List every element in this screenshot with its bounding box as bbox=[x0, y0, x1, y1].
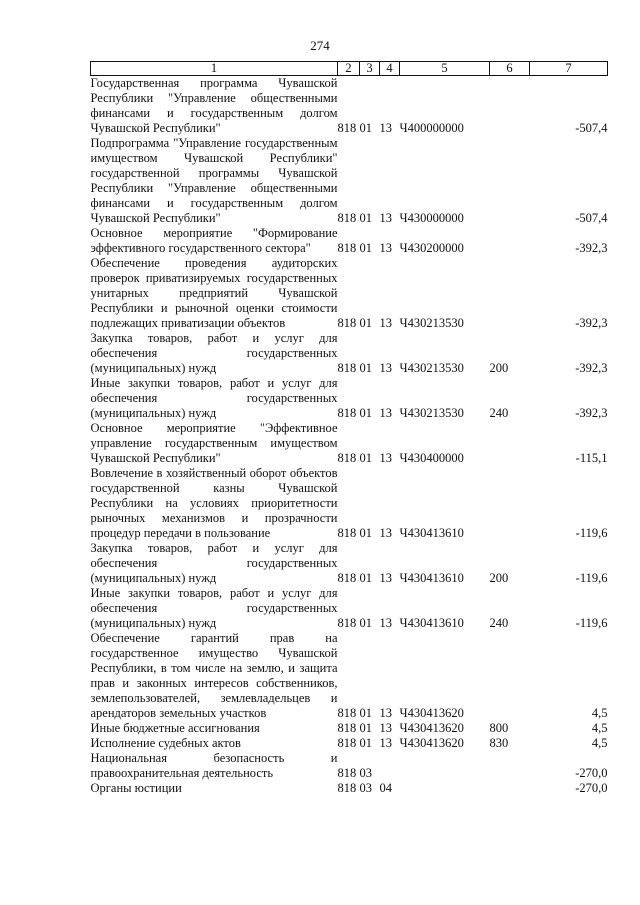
row-name: Иные закупки товаров, работ и услуг для обеспечения государственных (муниципальных) нужд bbox=[90, 586, 338, 630]
row-expense-type bbox=[490, 136, 530, 226]
row-ministry-code: 818 bbox=[337, 781, 357, 795]
row-amount: -119,6 bbox=[575, 571, 608, 585]
table-header-row bbox=[91, 62, 608, 76]
row-subsection-code: 13 bbox=[379, 406, 392, 420]
row-subsection-code: 13 bbox=[379, 616, 392, 630]
row-amount: 4,5 bbox=[591, 736, 608, 750]
table-row bbox=[91, 736, 608, 751]
column-header-5: 5 bbox=[400, 62, 490, 76]
row-amount: -270,0 bbox=[575, 781, 608, 795]
table-row bbox=[91, 331, 608, 376]
row-name: Обеспечение гарантий прав на государственное имущество Чувашской Республики, в том числе на землю, и защита прав и законных интересов собственников, землепользователей, землевладельцев и арендаторов земельных участков bbox=[90, 631, 338, 720]
row-target-article: Ч430413610 bbox=[399, 526, 464, 540]
row-section-code: 01 bbox=[359, 241, 372, 255]
budget-table bbox=[90, 61, 608, 796]
table-row bbox=[91, 136, 608, 226]
row-section-code: 01 bbox=[359, 121, 372, 135]
row-subsection-code bbox=[380, 751, 400, 781]
column-header-3: 3 bbox=[360, 62, 380, 76]
page-number: 274 bbox=[310, 38, 330, 53]
row-amount: 4,5 bbox=[591, 706, 608, 720]
row-section-code: 01 bbox=[359, 616, 372, 630]
row-expense-type: 200 bbox=[489, 361, 509, 375]
row-subsection-code: 13 bbox=[379, 121, 392, 135]
column-header-1: 1 bbox=[91, 62, 338, 76]
row-target-article: Ч430200000 bbox=[399, 241, 464, 255]
row-ministry-code: 818 bbox=[337, 406, 357, 420]
row-name: Исполнение судебных актов bbox=[90, 736, 241, 750]
row-expense-type: 800 bbox=[489, 721, 509, 735]
row-section-code: 01 bbox=[359, 316, 372, 330]
row-target-article bbox=[400, 781, 490, 796]
row-name: Обеспечение проведения аудиторских проверок приватизируемых государственных унитарных предприятий Чувашской Республики и рыночной оценки стоимости подлежащих приватизации объектов bbox=[90, 256, 338, 330]
row-ministry-code: 818 bbox=[337, 721, 357, 735]
table-row bbox=[91, 256, 608, 331]
row-ministry-code: 818 bbox=[337, 571, 357, 585]
row-section-code: 01 bbox=[359, 706, 372, 720]
row-expense-type bbox=[490, 226, 530, 256]
row-section-code: 01 bbox=[359, 721, 372, 735]
row-expense-type bbox=[490, 421, 530, 466]
row-ministry-code: 818 bbox=[337, 766, 357, 780]
row-ministry-code: 818 bbox=[337, 706, 357, 720]
row-target-article: Ч430413620 bbox=[399, 721, 464, 735]
row-expense-type: 240 bbox=[489, 406, 509, 420]
row-subsection-code: 13 bbox=[379, 451, 392, 465]
row-ministry-code: 818 bbox=[337, 241, 357, 255]
row-expense-type: 200 bbox=[489, 571, 509, 585]
row-ministry-code: 818 bbox=[337, 736, 357, 750]
row-ministry-code: 818 bbox=[337, 616, 357, 630]
row-expense-type bbox=[490, 631, 530, 721]
row-amount: -392,3 bbox=[575, 361, 608, 375]
row-ministry-code: 818 bbox=[337, 361, 357, 375]
row-amount: -392,3 bbox=[575, 241, 608, 255]
row-expense-type bbox=[490, 781, 530, 796]
row-subsection-code: 13 bbox=[379, 706, 392, 720]
row-expense-type bbox=[490, 751, 530, 781]
row-target-article: Ч430400000 bbox=[399, 451, 464, 465]
table-row bbox=[91, 721, 608, 736]
table-row bbox=[91, 376, 608, 421]
table-row bbox=[91, 466, 608, 541]
row-section-code: 01 bbox=[359, 571, 372, 585]
row-section-code: 01 bbox=[359, 211, 372, 225]
row-ministry-code: 818 bbox=[337, 526, 357, 540]
row-subsection-code: 13 bbox=[379, 526, 392, 540]
table-row bbox=[91, 421, 608, 466]
row-amount: -507,4 bbox=[575, 121, 608, 135]
row-target-article: Ч430213530 bbox=[399, 316, 464, 330]
row-ministry-code: 818 bbox=[337, 316, 357, 330]
row-target-article: Ч430213530 bbox=[399, 406, 464, 420]
row-name: Иные закупки товаров, работ и услуг для обеспечения государственных (муниципальных) нужд bbox=[90, 376, 338, 420]
row-subsection-code: 13 bbox=[379, 211, 392, 225]
row-name: Основное мероприятие "Формирование эффективного государственного сектора" bbox=[90, 226, 338, 255]
row-expense-type: 240 bbox=[489, 616, 509, 630]
row-section-code: 03 bbox=[359, 781, 372, 795]
table-row bbox=[91, 751, 608, 781]
row-name: Иные бюджетные ассигнования bbox=[90, 721, 260, 735]
row-subsection-code: 13 bbox=[379, 721, 392, 735]
row-name: Вовлечение в хозяйственный оборот объектов государственной казны Чувашской Республики на условиях приоритетности рыночных механизмов и прозрачности процедур передачи в пользование bbox=[90, 466, 338, 540]
row-name: Национальная безопасность и правоохранительная деятельность bbox=[90, 751, 338, 780]
row-name: Подпрограмма "Управление государственным имуществом Чувашской Республики" государственной программы Чувашской Республики "Управление общественными финансами и государственным долгом Чувашской Республики" bbox=[90, 136, 338, 225]
row-amount: -270,0 bbox=[575, 766, 608, 780]
table-row bbox=[91, 76, 608, 137]
row-amount: 4,5 bbox=[591, 721, 608, 735]
row-amount: -392,3 bbox=[575, 406, 608, 420]
row-subsection-code: 13 bbox=[379, 736, 392, 750]
row-section-code: 01 bbox=[359, 451, 372, 465]
row-section-code: 01 bbox=[359, 361, 372, 375]
row-section-code: 01 bbox=[359, 406, 372, 420]
table-row bbox=[91, 631, 608, 721]
row-target-article: Ч430000000 bbox=[399, 211, 464, 225]
row-target-article: Ч430413610 bbox=[399, 616, 464, 630]
row-name: Основное мероприятие "Эффективное управление государственным имуществом Чувашской Республики" bbox=[90, 421, 338, 465]
row-amount: -119,6 bbox=[575, 526, 608, 540]
table-row bbox=[91, 586, 608, 631]
row-subsection-code: 04 bbox=[379, 781, 392, 795]
column-header-2: 2 bbox=[338, 62, 360, 76]
row-subsection-code: 13 bbox=[379, 241, 392, 255]
table-row bbox=[91, 226, 608, 256]
column-header-4: 4 bbox=[380, 62, 400, 76]
row-expense-type bbox=[490, 466, 530, 541]
column-header-7: 7 bbox=[530, 62, 608, 76]
row-expense-type bbox=[490, 256, 530, 331]
row-name: Органы юстиции bbox=[90, 781, 182, 795]
row-target-article: Ч430413620 bbox=[399, 736, 464, 750]
row-section-code: 01 bbox=[359, 526, 372, 540]
row-amount: -392,3 bbox=[575, 316, 608, 330]
row-section-code: 01 bbox=[359, 736, 372, 750]
row-target-article: Ч430413620 bbox=[399, 706, 464, 720]
column-header-6: 6 bbox=[490, 62, 530, 76]
row-name: Государственная программа Чувашской Республики "Управление общественными финансами и государственным долгом Чувашской Республики" bbox=[90, 76, 338, 135]
row-ministry-code: 818 bbox=[337, 121, 357, 135]
row-ministry-code: 818 bbox=[337, 211, 357, 225]
row-ministry-code: 818 bbox=[337, 451, 357, 465]
row-target-article bbox=[400, 751, 490, 781]
row-expense-type: 830 bbox=[489, 736, 509, 750]
row-amount: -115,1 bbox=[575, 451, 608, 465]
row-amount: -507,4 bbox=[575, 211, 608, 225]
row-target-article: Ч400000000 bbox=[399, 121, 464, 135]
row-expense-type bbox=[490, 76, 530, 137]
row-subsection-code: 13 bbox=[379, 316, 392, 330]
table-row bbox=[91, 541, 608, 586]
row-name: Закупка товаров, работ и услуг для обеспечения государственных (муниципальных) нужд bbox=[90, 541, 338, 585]
row-subsection-code: 13 bbox=[379, 361, 392, 375]
row-amount: -119,6 bbox=[575, 616, 608, 630]
row-target-article: Ч430213530 bbox=[399, 361, 464, 375]
table-row bbox=[91, 781, 608, 796]
row-section-code: 03 bbox=[359, 766, 372, 780]
row-subsection-code: 13 bbox=[379, 571, 392, 585]
row-target-article: Ч430413610 bbox=[399, 571, 464, 585]
row-name: Закупка товаров, работ и услуг для обеспечения государственных (муниципальных) нужд bbox=[90, 331, 338, 375]
